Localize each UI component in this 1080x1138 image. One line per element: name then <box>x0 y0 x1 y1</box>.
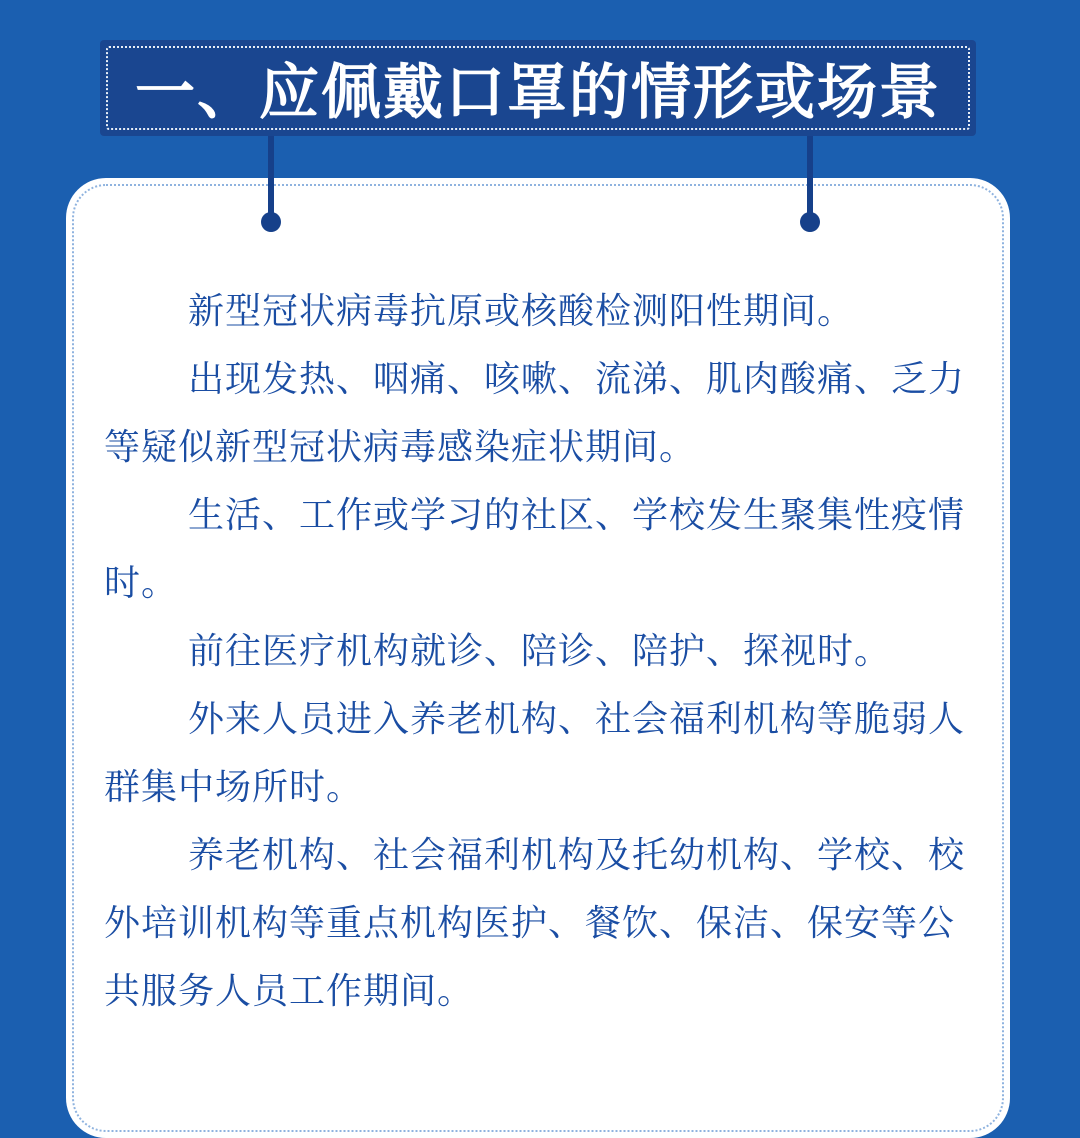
list-item: 生活、工作或学习的社区、学校发生聚集性疫情时。 <box>104 495 966 604</box>
list-item: 养老机构、社会福利机构及托幼机构、学校、校外培训机构等重点机构医护、餐饮、保洁、保安等公共服务人员工作期间。 <box>104 835 966 1012</box>
title-banner <box>100 40 976 136</box>
list-item: 出现发热、咽痛、咳嗽、流涕、肌肉酸痛、乏力等疑似新型冠状病毒感染症状期间。 <box>104 359 966 468</box>
hanger-left <box>268 136 274 218</box>
scenario-list <box>104 278 984 1026</box>
hanger-dot-right <box>800 212 820 232</box>
list-item: 外来人员进入养老机构、社会福利机构等脆弱人群集中场所时。 <box>104 699 966 808</box>
hanger-dot-left <box>261 212 281 232</box>
hanger-right <box>807 136 813 218</box>
page-title: 一、应佩戴口罩的情形或场景 <box>135 58 941 128</box>
content-card <box>66 178 1010 1138</box>
list-item: 前往医疗机构就诊、陪诊、陪护、探视时。 <box>188 631 892 672</box>
list-item: 新型冠状病毒抗原或核酸检测阳性期间。 <box>188 291 855 332</box>
